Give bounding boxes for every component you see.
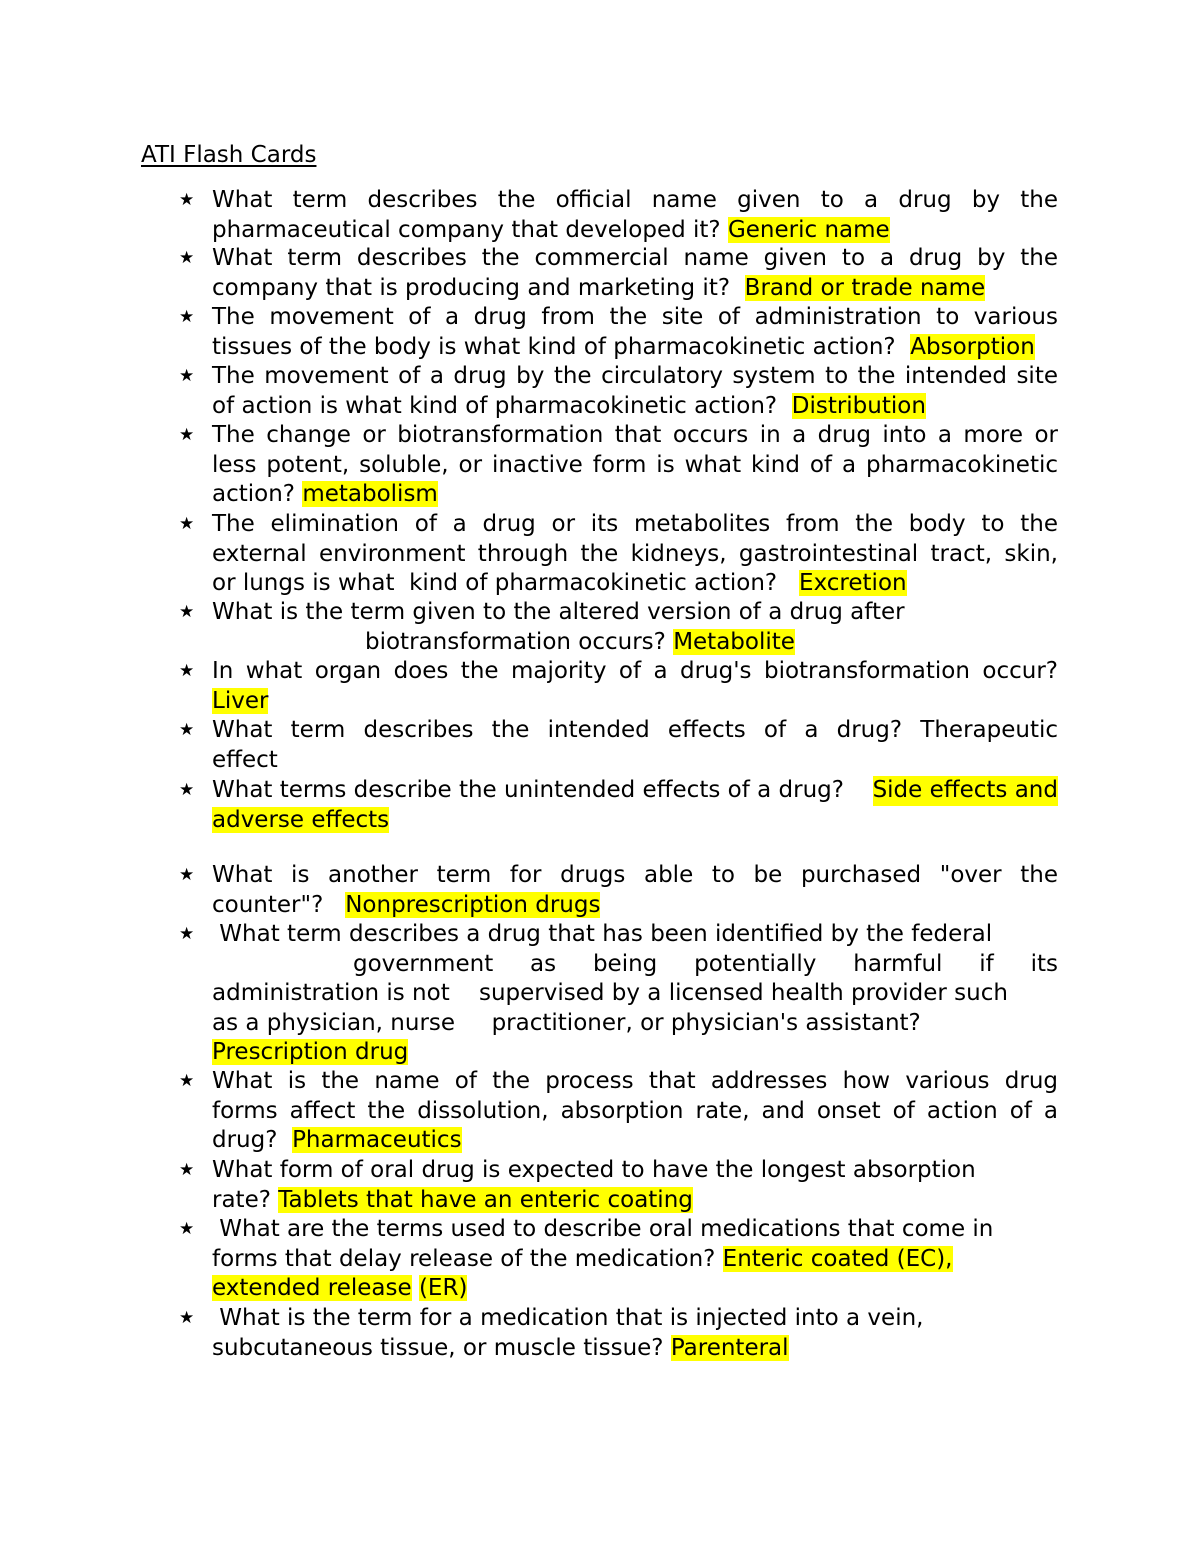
answer-highlight: Brand or trade name [744,274,986,301]
star-icon: ★ [179,1308,195,1328]
question-text: What are the terms used to describe oral medications that come in [212,1216,994,1242]
question-text: The elimination of a drug or its metabolites from the body to the [212,511,1058,537]
star-icon: ★ [179,307,195,327]
question-text: counter"? [212,891,346,918]
question-text: pharmaceutical company that developed it? [212,216,728,243]
question-text: What term describes a drug that has been identified by the federal [212,921,993,947]
flash-card-item [179,1304,1058,1363]
answer-highlight: Distribution [791,392,926,419]
answer-highlight: Generic name [727,216,890,243]
flash-card-item [179,421,1058,510]
question-text: company that is producing and marketing it? [212,274,745,301]
question-text: What term describes the official name given to a drug by the [212,187,1058,213]
question-text: What term describes the intended effects of a drug? Therapeutic [212,717,1058,743]
answer-highlight: Excretion [799,570,907,597]
question-text: What terms describe the unintended effects of a drug? [212,777,852,803]
answer-highlight: extended release [212,1275,412,1302]
question-text: of action is what kind of pharmacokinetic action? [212,392,792,419]
star-icon: ★ [179,514,195,534]
question-text: action? [212,481,303,508]
star-icon: ★ [179,1160,195,1180]
question-text: In what organ does the majority of a drug's biotransformation occur? [212,658,1058,684]
star-icon: ★ [179,720,195,740]
question-text: The movement of a drug by the circulatory system to the intended site [212,363,1058,389]
question-text: rate? [212,1186,279,1213]
question-text: less potent, soluble, or inactive form is what kind of a pharmacokinetic [212,451,1058,478]
star-icon: ★ [179,924,195,944]
question-text: The change or biotransformation that occurs in a drug into a more or [212,422,1058,448]
flash-card-item [179,362,1058,421]
question-text: What form of oral drug is expected to have the longest absorption [212,1157,976,1183]
question-text: What is another term for drugs able to be purchased "over the [212,862,1058,888]
question-text: forms affect the dissolution, absorption rate, and onset of action of a [212,1097,1058,1124]
question-text: or lungs is what kind of pharmacokinetic action? [212,570,800,597]
flash-card-item [179,1067,1058,1156]
answer-highlight: Tablets that have an enteric coating [278,1186,693,1213]
flash-card-item [179,186,1058,245]
star-icon: ★ [179,248,195,268]
star-icon: ★ [179,1071,195,1091]
answer-highlight: Liver [212,687,269,714]
flash-card-item [179,657,1058,716]
question-text: What is the term for a medication that is injected into a vein, [212,1305,924,1331]
answer-highlight: metabolism [302,481,438,508]
question-text: tissues of the body is what kind of pharmacokinetic action? [212,333,911,360]
question-text: What term describes the commercial name given to a drug by the [212,245,1058,271]
document-title: ATI Flash Cards [141,142,317,168]
question-text: effect [212,746,278,773]
question-text: external environment through the kidneys, gastrointestinal tract, skin, [212,540,1058,567]
star-icon: ★ [179,425,195,445]
answer-highlight: Nonprescription drugs [345,891,601,918]
star-icon: ★ [179,661,195,681]
flash-card-item [179,861,1058,920]
star-icon: ★ [179,865,195,885]
answer-highlight: (ER) [418,1275,468,1302]
star-icon: ★ [179,190,195,210]
star-icon: ★ [179,780,195,800]
answer-highlight: Prescription drug [212,1039,409,1066]
question-text: forms that delay release of the medication? [212,1245,723,1272]
question-text: as a physician, nurse practitioner, or physician's assistant? [212,1009,921,1036]
answer-highlight: Enteric coated (EC), [722,1245,953,1272]
question-text: What is the term given to the altered version of a drug after [212,599,905,625]
flash-card-item [179,776,1058,835]
flash-card-item [179,598,1058,657]
question-text: drug? [212,1127,293,1154]
question-text: subcutaneous tissue, or muscle tissue? [212,1334,671,1361]
answer-highlight: Pharmaceutics [292,1127,462,1154]
answer-highlight: Parenteral [670,1334,789,1361]
answer-highlight: Side effects and [873,776,1058,806]
flash-card-item [179,510,1058,599]
star-icon: ★ [179,366,195,386]
flash-card-item [179,1156,1058,1215]
question-text: What is the name of the process that addresses how various drug [212,1068,1058,1094]
question-text: government as being potentially harmful if its [353,950,1058,977]
answer-highlight: adverse effects [212,806,390,833]
flash-card-item [179,920,1058,1068]
question-text: The movement of a drug from the site of administration to various [212,304,1058,330]
star-icon: ★ [179,1219,195,1239]
flash-card-item [179,244,1058,303]
flash-card-item [179,303,1058,362]
star-icon: ★ [179,602,195,622]
question-text: administration is not supervised by a licensed health provider such [212,980,1008,1007]
answer-highlight: Absorption [910,333,1035,360]
question-text: biotransformation occurs? [365,628,674,655]
answer-highlight: Metabolite [673,628,795,655]
flash-card-item [179,716,1058,775]
flash-card-item [179,1215,1058,1304]
